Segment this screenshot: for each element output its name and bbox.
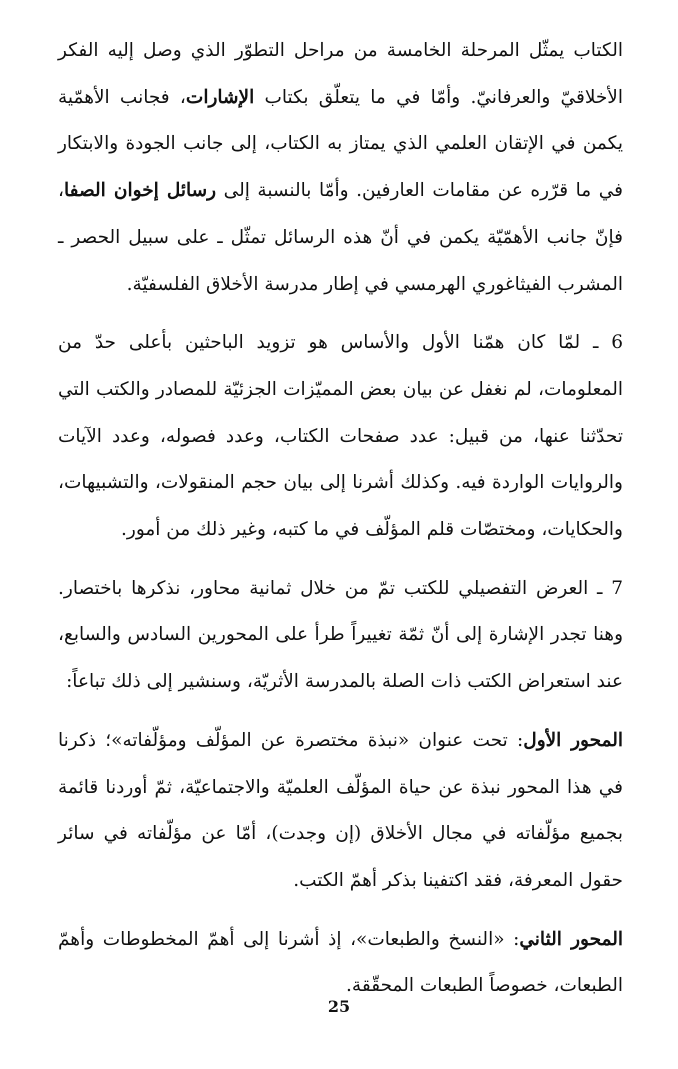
bold-book-title: رسائل إخوان الصفا <box>63 180 217 202</box>
text-run: الكتاب يمثّل المرحلة الخامسة من مراحل التطوّر الذي وصل إليه الفكر الأخلاقيّ والعرفانيّ. وأمّا في ما يتعلّق بكتاب <box>58 40 623 108</box>
bold-axis-heading: المحور الثاني <box>519 928 623 950</box>
text-run: ، فجانب الأهمّية يكمن في الإتقان العلمي الذي يمتاز به الكتاب، إلى جانب الجودة والابتكار في ما قرّره عن مقامات العارفين. وأمّا بالنسبة إلى <box>58 86 623 202</box>
text-run: : «النسخ والطبعات»، إذ أشرنا إلى أهمّ المخطوطات وأهمّ الطبعات، خصوصاً الطبعات المحقّقة. <box>58 928 623 997</box>
paragraph-3 <box>58 566 623 706</box>
bold-book-title: الإشارات <box>185 86 255 108</box>
text-run: 7 ـ العرض التفصيلي للكتب تمّ من خلال ثمانية محاور، نذكرها باختصار. وهنا تجدر الإشارة إلى أنّ ثمّة تغييراً طرأ على المحورين السادس والسابع، عند استعراض الكتب ذات الصلة بالمدرسة الأثريّة، وسنشير إلى ذلك تباعاً: <box>58 577 623 693</box>
text-run: 6 ـ لمّا كان همّنا الأول والأساس هو تزويد الباحثين بأعلى حدّ من المعلومات، لم نغفل عن بيان بعض المميّزات الجزئيّة للمصادر والكتب التي تحدّثنا عنها، من قبيل: عدد صفحات الكتاب، وعدد فصوله، وعدد الآيات والروايات الواردة فيه. وكذلك أشرنا إلى بيان حجم المنقولات، والتشبيهات، والحكايات، ومختصّات قلم المؤلّف في ما كتبه، وغير ذلك من أمور. <box>58 332 623 541</box>
text-run: : تحت عنوان «نبذة مختصرة عن المؤلّف ومؤلّفاته»؛ ذكرنا في هذا المحور نبذة عن حياة المؤلّف العلميّة والاجتماعيّة، ثمّ أوردنا قائمة بجميع مؤلّفاته في مجال الأخلاق (إن وجدت)، أمّا عن مؤلّفاته في سائر حقول المعرفة، فقد اكتفينا بذكر أهمّ الكتب. <box>58 729 623 891</box>
page-number: 25 <box>327 997 351 1016</box>
paragraph-2 <box>58 320 623 554</box>
text-run: ، فإنّ جانب الأهمّيّة يكمن في أنّ هذه الرسائل تمثّل ـ على سبيل الحصر ـ المشرب الفيثاغوري الهرمسي في إطار مدرسة الأخلاق الفلسفيّة. <box>58 180 623 295</box>
page-body <box>58 28 623 1010</box>
bold-axis-heading: المحور الأول <box>523 729 623 751</box>
paragraph-1 <box>58 28 623 308</box>
paragraph-4 <box>58 718 623 905</box>
